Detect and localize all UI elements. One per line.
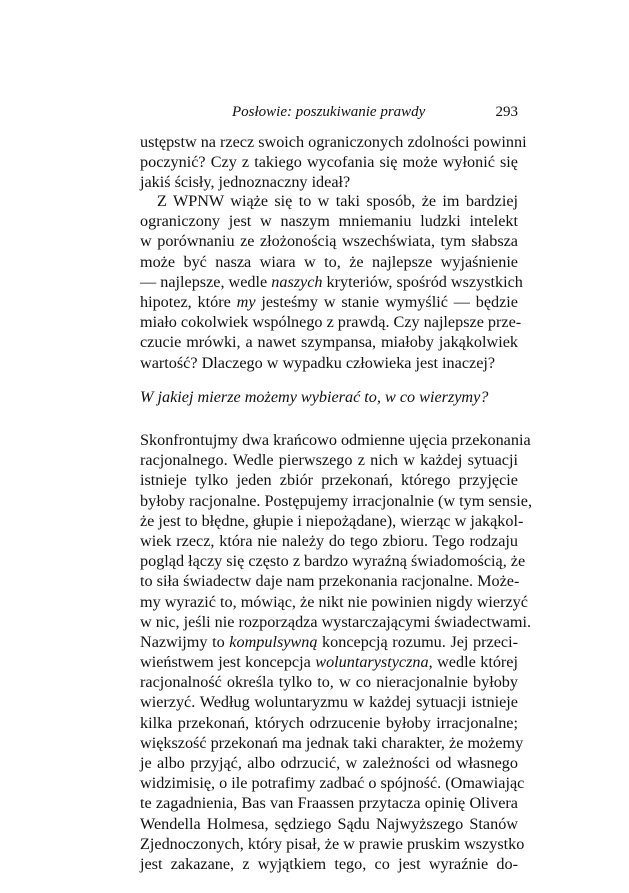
- text-line: [140, 292, 518, 312]
- text-segment: , wedle której: [428, 653, 518, 672]
- text-line: pogląd łączy się często z bardzo wyraźną świadomością, że: [140, 552, 526, 571]
- paragraph-rational-belief: [140, 430, 532, 874]
- paragraph-wpnw: [140, 191, 523, 373]
- text-segment: hipotez, które: [140, 292, 237, 311]
- text-line: je albo przyjąć, albo odrzucić, w zależności od własnego: [140, 754, 518, 772]
- section-heading: W jakiej mierze możemy wybierać to, w co wierzymy?: [140, 388, 489, 406]
- text-segment: kryteriów, spośród wszystkich: [322, 272, 523, 291]
- text-line: kilka przekonań, których odrzucenie byłoby irracjonalne;: [140, 713, 518, 732]
- text-line: my wyrazić to, mówiąc, że nikt nie powinien nigdy wierzyć: [140, 592, 528, 611]
- text-line: że jest to błędne, głupie i niepożądane), wierząc w jakąkol-: [140, 511, 524, 530]
- text-line: byłoby racjonalne. Postępujemy irracjonalnie (w tym sensie,: [140, 491, 532, 510]
- text-segment: Nazwijmy to: [140, 632, 230, 651]
- text-line: [140, 272, 523, 292]
- text-line: jakiś ścisły, jednoznaczny ideał?: [140, 173, 351, 192]
- text-line: poczynić? Czy z takiego wycofania się może wyłonić się: [140, 153, 518, 172]
- emphasis: naszych: [271, 272, 323, 291]
- text-line: widzimisię, o ile potrafimy zadbać o spójność. (Omawiając: [140, 774, 525, 793]
- text-line: w nic, jeśli nie rozporządza wystarczającymi świadectwami.: [140, 612, 532, 631]
- text-line: ustępstw na rzecz swoich ograniczonych zdolności powinni: [140, 133, 527, 151]
- text-line: wiek rzecz, która nie należy do tego zbioru. Tego rodzaju: [140, 531, 518, 550]
- text-line: Skonfrontujmy dwa krańcowo odmienne ujęcia przekonania: [140, 431, 531, 449]
- text-segment: wieństwem jest koncepcja: [140, 653, 316, 672]
- text-line: te zagadnienia, Bas van Fraassen przytacza opinię Olivera: [140, 794, 518, 813]
- text-segment: koncepcją rozumu. Jej przeci-: [317, 632, 518, 651]
- page-number: 293: [495, 104, 518, 120]
- text-line: ograniczony jest w naszym mniemaniu ludzki intelekt: [140, 212, 518, 231]
- text-line: [140, 632, 518, 652]
- text-segment: — najlepsze, wedle: [140, 272, 272, 291]
- text-line: wartość? Dlaczego w wypadku człowieka jest inaczej?: [140, 353, 496, 372]
- text-line: to siła świadectw daje nam przekonania racjonalne. Może-: [140, 572, 520, 591]
- running-head: Posłowie: poszukiwanie prawdy: [232, 104, 426, 120]
- text-line: racjonalnego. Wedle pierwszego z nich w każdej sytuacji: [140, 451, 518, 470]
- text-line: istnieje tylko jeden zbiór przekonań, którego przyjęcie: [140, 471, 518, 490]
- text-line: Z WPNW wiąże się to w taki sposób, że im bardziej: [157, 192, 518, 210]
- text-line: Wendella Holmesa, sędziego Sądu Najwyższego Stanów: [140, 814, 518, 833]
- text-line: wierzyć. Według woluntaryzmu w każdej sytuacji istnieje: [140, 693, 518, 712]
- emphasis: woluntarystyczna: [315, 653, 429, 672]
- emphasis: my: [236, 292, 256, 311]
- text-line: w porównaniu ze złożonością wszechświata, tym słabsza: [140, 232, 518, 251]
- text-line: większość przekonań ma jednak taki charakter, że możemy: [140, 733, 524, 752]
- text-line: może być nasza wiara w to, że najlepsze wyjaśnienie: [140, 252, 518, 271]
- text-line: czucie mrówki, a nawet szympansa, miałoby jakąkolwiek: [140, 333, 518, 352]
- text-segment: jesteśmy w stanie wymyślić — będzie: [255, 292, 518, 311]
- text-line: [140, 652, 518, 672]
- emphasis: kompulsywną: [229, 632, 318, 651]
- paragraph-continued: [140, 132, 527, 193]
- text-line: miało cokolwiek wspólnego z prawdą. Czy najlepsze prze-: [140, 313, 522, 332]
- text-line: jest zakazane, z wyjątkiem tego, co jest wyraźnie do-: [140, 854, 518, 873]
- text-line: Zjednoczonych, który pisał, że w prawie pruskim wszystko: [140, 834, 525, 853]
- text-line: racjonalność określa tylko to, w co nieracjonalnie byłoby: [140, 673, 518, 692]
- page-header: [140, 104, 518, 126]
